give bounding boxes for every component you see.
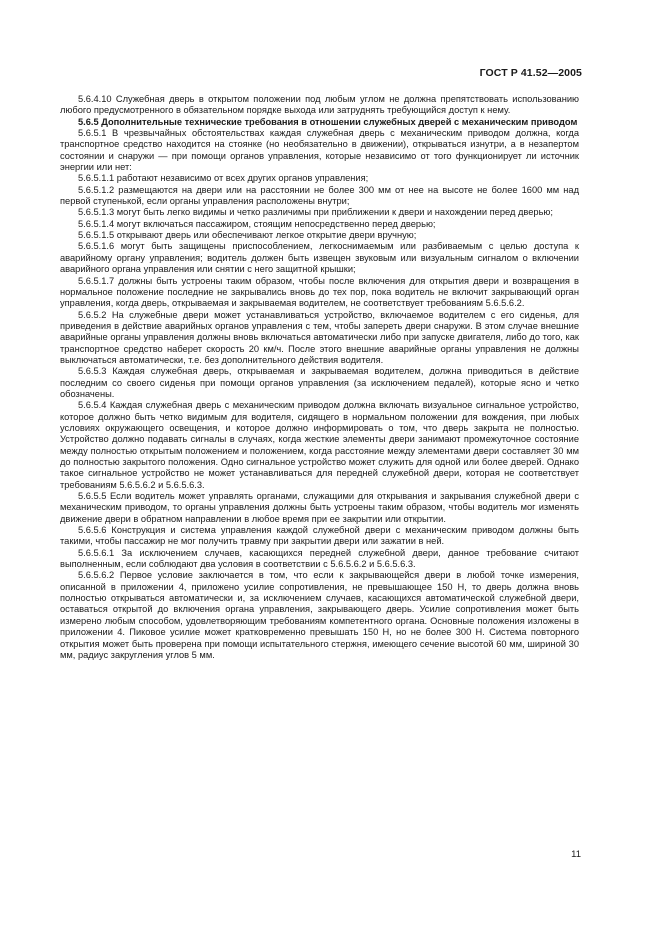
paragraph-5-6-5-1-6: 5.6.5.1.6 могут быть защищены приспособлением, легкоснимаемым или разбиваемым с целью доступа к аварийному органу управления; водитель должен быть извещен звуковым или визуальным сигналом о включении аварийного органа управления или снятии с него защитной крышки; (60, 241, 579, 275)
document-body (60, 94, 579, 661)
paragraph-5-6-5-1-5: 5.6.5.1.5 открывают дверь или обеспечивают легкое открытие двери вручную; (78, 230, 417, 241)
standard-header: ГОСТ Р 41.52—2005 (479, 67, 582, 79)
paragraph-5-6-5-1-7: 5.6.5.1.7 должны быть устроены таким образом, чтобы после включения для открытия двери и возвращения в нормальное положение последние не закрывались вновь до тех пор, пока водитель не включит закрывающий орган управления, когда дверь, открываемая и закрываемая водителем, не соответствует требованиям 5.6.5.6.2. (60, 275, 579, 309)
page-number: 11 (571, 849, 581, 860)
paragraph-5-6-5-3: 5.6.5.3 Каждая служебная дверь, открываемая и закрываемая водителем, должна приводиться в действие последним со своего сиденья при помощи органов управления (за исключением педалей), которые ясно и четко обозначены. (60, 366, 579, 399)
paragraph-5-6-5-6: 5.6.5.6 Конструкция и система управления каждой служебной двери с механическим приводом должны быть такими, чтобы пассажир не мог получить травму при закрытии двери или зажатии в ней. (60, 525, 579, 547)
paragraph-5-6-5-1-3: 5.6.5.1.3 могут быть легко видимы и четко различимы при приближении к двери и нахождении перед дверью; (78, 207, 553, 218)
paragraph-5-6-5-6-1: 5.6.5.6.1 За исключением случаев, касающихся передней служебной двери, данное требование считают выполненным, если соблюдают два условия в соответствии с 5.6.5.6.2 и 5.6.5.6.3. (60, 547, 579, 570)
paragraph-5-6-5-1-1: 5.6.5.1.1 работают независимо от всех других органов управления; (78, 173, 369, 184)
paragraph-5-6-5-1-2: 5.6.5.1.2 размещаются на двери или на расстоянии не более 300 мм от нее на высоте не более 1600 мм над первой ступенькой, если органы управления расположены внутри; (60, 184, 579, 207)
paragraph-5-6-5-1: 5.6.5.1 В чрезвычайных обстоятельствах каждая служебная дверь с механическим приводом должна, когда транспортное средство находится на стоянке (но необязательно в движении), открываться изнутри, а в незапертом состоянии и снаружи — при помощи органов управления, которые независимо от того функционирует ли источник энергии или нет: (60, 128, 579, 173)
section-heading-5-6-5: 5.6.5 Дополнительные технические требования в отношении служебных дверей с механическим приводом (78, 116, 578, 127)
paragraph-5-6-5-5: 5.6.5.5 Если водитель может управлять органами, служащими для открывания и закрывания служебной двери с механическим приводом, то органы управления должны быть устроены таким образом, чтобы водитель мог изменять движение двери в обратном направлении в любое время при ее закрытии или открытии. (60, 491, 579, 524)
paragraph-5-6-5-6-2: 5.6.5.6.2 Первое условие заключается в том, что если к закрывающейся двери в любой точке измерения, описанной в приложении 4, приложено усилие сопротивления, не превышающее 150 Н, то дверь должна вновь полностью открываться автоматически и, за исключением случаев, касающихся автоматической служебной двери, оставаться открытой до включения органа управления, закрывающего дверь. Усилие сопротивления может быть измерено любым способом, удовлетворяющим требованиям компетентного органа. Основные положения изложены в приложении 4. Пиковое усилие может кратковременно превышать 150 Н, но не более 300 Н. Система повторного открытия может быть проверена при помощи испытательного стержня, имеющего сечение высотой 60 мм, шириной 30 мм, радиус закругления углов 5 мм. (60, 570, 579, 660)
paragraph-5-6-4-10: 5.6.4.10 Служебная дверь в открытом положении под любым углом не должна препятствовать использованию любого предусмотренного в обязательном порядке выхода или затруднять требующийся доступ к нему. (60, 94, 579, 116)
paragraph-5-6-5-4: 5.6.5.4 Каждая служебная дверь с механическим приводом должна включать визуальное сигнальное устройство, которое должно быть четко видимым для водителя, сидящего в нормальном положении для вождения, при любых условиях окружающего освещения, и которое должно информировать о том, что дверь закрыта не полностью. Устройство должно подавать сигналы в случаях, когда жесткие элементы двери занимают промежуточное состояние между полностью открытым положением и положением, когда расстояние между элементами двери составляет 30 мм до полностью закрытого положения. Одно сигнальное устройство может служить для одной или более дверей. Однако такое сигнальное устройство не может устанавливаться для передней служебной двери, которая не соответствует требованиям 5.6.5.6.2 и 5.6.5.6.3. (60, 400, 579, 490)
paragraph-5-6-5-2: 5.6.5.2 На служебные двери может устанавливаться устройство, включаемое водителем с его сиденья, для приведения в действие аварийных органов управления с тем, чтобы запереть двери снаружи. В этом случае внешние аварийные органы управления должны вновь включаться автоматически либо при запуске двигателя, либо до того, как транспортное средство наберет скорость 20 км/ч. После этого внешние аварийные органы управления не должны выключаться автоматически, т.е. без дополнительного действия водителя. (60, 309, 579, 365)
paragraph-5-6-5-1-4: 5.6.5.1.4 могут включаться пассажиром, стоящим непосредственно перед дверью; (78, 218, 436, 229)
